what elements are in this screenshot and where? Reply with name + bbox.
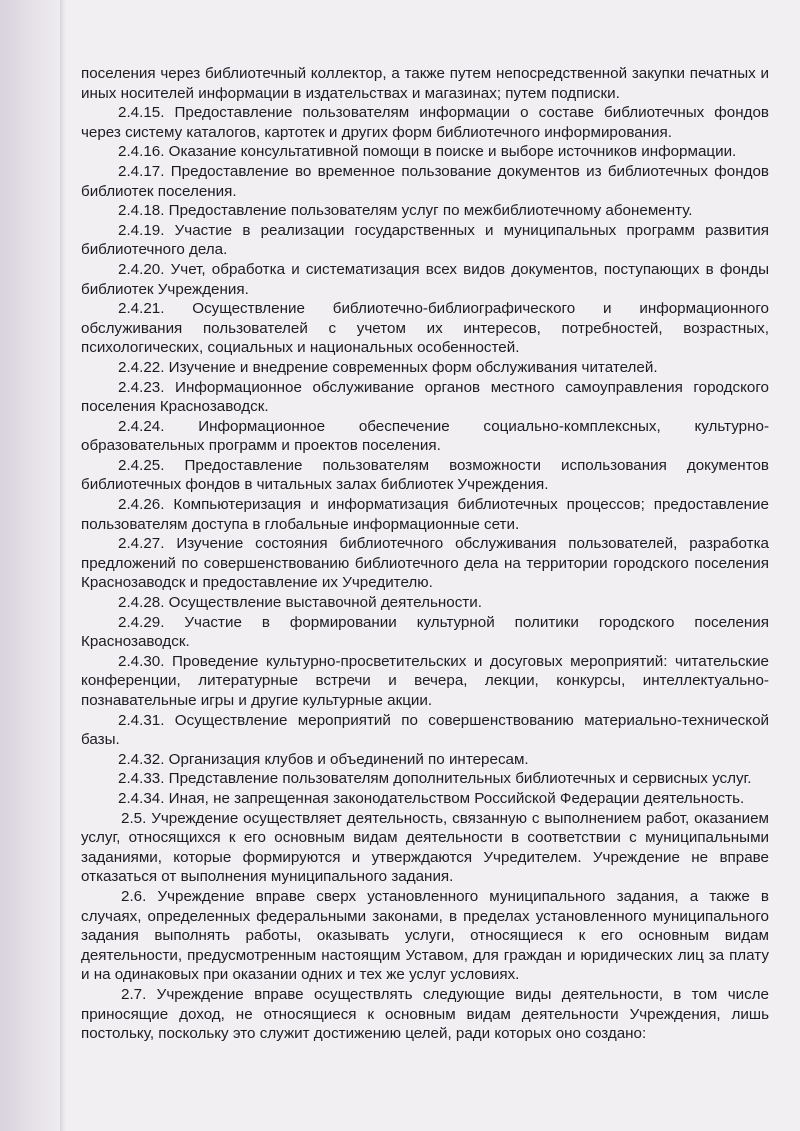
paragraph-2-4-28: 2.4.28. Осуществление выставочной деятельности. xyxy=(118,594,482,612)
paragraph-2-4-31: 2.4.31. Осуществление мероприятий по совершенствованию материально-технической базы. xyxy=(81,711,769,749)
paragraph-continuation: поселения через библиотечный коллектор, а также путем непосредственной закупки печатных и иных носителей информации в издательствах и магазинах; путем подписки. xyxy=(81,65,769,102)
paragraph-2-4-34: 2.4.34. Иная, не запрещенная законодательством Российской Федерации деятельность. xyxy=(118,789,745,807)
paragraph-2-4-27: 2.4.27. Изучение состояния библиотечного обслуживания пользователей, разработка предложений по совершенствованию библиотечного дела на территории городского поселения Краснозаводск и предоставление их Учредителю. xyxy=(81,535,769,592)
paragraph-2-4-21: 2.4.21. Осуществление библиотечно-библиографического и информационного обслуживания пользователей с учетом их интересов, потребностей, возрастных, психологических, социальных и национальных особенностей. xyxy=(81,300,769,357)
paragraph-2-4-25: 2.4.25. Предоставление пользователям возможности использования документов библиотечных фондов в читальных залах библиотек Учреждения. xyxy=(81,456,769,494)
paragraph-2-4-22: 2.4.22. Изучение и внедрение современных форм обслуживания читателей. xyxy=(118,358,658,376)
paragraph-2-4-16: 2.4.16. Оказание консультативной помощи в поиске и выборе источников информации. xyxy=(118,143,737,161)
paragraph-2-4-23: 2.4.23. Информационное обслуживание органов местного самоуправления городского поселения Краснозаводск. xyxy=(81,378,769,416)
page-fold-shadow xyxy=(60,0,66,1131)
paragraph-2-4-18: 2.4.18. Предоставление пользователям услуг по межбиблиотечному абонементу. xyxy=(118,202,693,220)
paragraph-2-4-26: 2.4.26. Компьютеризация и информатизация библиотечных процессов; предоставление пользователям доступа в глобальные информационные сети. xyxy=(81,496,769,533)
paragraph-2-7: 2.7. Учреждение вправе осуществлять следующие виды деятельности, в том числе приносящие доход, не относящиеся к основным видам деятельности Учреждения, лишь постольку, поскольку это служит достижению целей, ради которых оно создано: xyxy=(81,985,769,1043)
paragraph-2-4-32: 2.4.32. Организация клубов и объединений по интересам. xyxy=(118,750,529,768)
paragraph-2-4-29: 2.4.29. Участие в формировании культурной политики городского поселения Краснозаводск. xyxy=(81,613,769,651)
paragraph-2-6: 2.6. Учреждение вправе сверх установленного муниципального задания, а также в случаях, определенных федеральными законами, в пределах установленного муниципального задания выполнять работы, оказывать услуги, относящиеся к его основным видам деятельности, предусмотренным настоящим Уставом, для граждан и юридических лиц за плату и на одинаковых при оказании одних и тех же услуг условиях. xyxy=(81,887,769,984)
paragraph-2-4-33: 2.4.33. Представление пользователям дополнительных библиотечных и сервисных услуг. xyxy=(118,770,752,788)
scanned-page-edge xyxy=(0,0,62,1131)
paragraph-2-4-30: 2.4.30. Проведение культурно-просветительских и досуговых мероприятий: читательские конференции, литературные встречи и вечера, лекции, конкурсы, интеллектуально-познавательные игры и другие культурные акции. xyxy=(81,652,769,709)
paragraph-2-4-15: 2.4.15. Предоставление пользователям информации о составе библиотечных фондов через систему каталогов, картотек и других форм библиотечного информирования. xyxy=(81,104,769,141)
paragraph-2-4-17: 2.4.17. Предоставление во временное пользование документов из библиотечных фондов библиотек поселения. xyxy=(81,162,769,200)
paragraph-2-4-20: 2.4.20. Учет, обработка и систематизация всех видов документов, поступающих в фонды библиотек Учреждения. xyxy=(81,260,769,298)
paragraph-2-4-19: 2.4.19. Участие в реализации государственных и муниципальных программ развития библиотечного дела. xyxy=(81,221,769,259)
document-body xyxy=(81,64,769,1044)
paragraph-2-4-24: 2.4.24. Информационное обеспечение социально-комплексных, культурно-образовательных программ и проектов поселения. xyxy=(81,417,769,455)
paragraph-2-5: 2.5. Учреждение осуществляет деятельность, связанную с выполнением работ, оказанием услуг, относящихся к его основным видам деятельности в соответствии с муниципальными заданиями, которые формируются и утверждаются Учредителем. Учреждение не вправе отказаться от выполнения муниципального задания. xyxy=(81,809,769,886)
